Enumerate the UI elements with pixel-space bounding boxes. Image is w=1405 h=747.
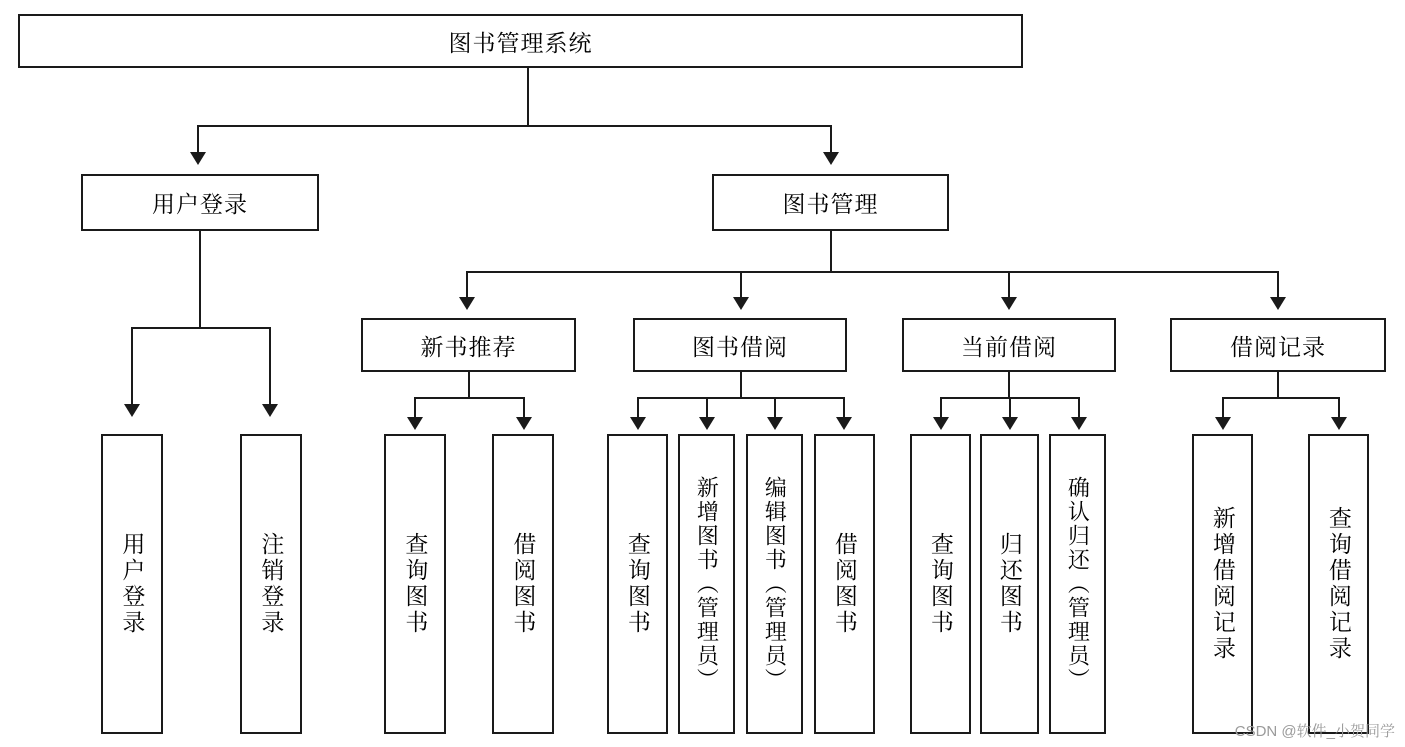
connector-bookmgmt-to-borrow <box>740 271 742 298</box>
leaf-user-login-logout <box>240 434 302 734</box>
leaf-label: 注销登录 <box>258 532 285 636</box>
arrow-bookmgmt-to-record <box>1270 297 1286 310</box>
node-borrow-record <box>1170 318 1386 372</box>
connector-newbook-to-leaf2 <box>523 397 525 418</box>
connector-login-to-leaf1 <box>131 327 133 405</box>
arrow-borrow-to-leaf4 <box>836 417 852 430</box>
connector-root-to-bookmgmt <box>830 125 832 153</box>
arrow-borrow-to-leaf1 <box>630 417 646 430</box>
connector-borrow-to-leaf3 <box>774 397 776 418</box>
node-current-borrow-label: 当前借阅 <box>961 333 1057 360</box>
leaf-label: 借阅图书 <box>510 532 537 636</box>
arrow-current-to-leaf2 <box>1002 417 1018 430</box>
arrow-root-to-login <box>190 152 206 165</box>
leaf-label: 查询借阅记录 <box>1325 506 1352 662</box>
node-root-label: 图书管理系统 <box>448 29 593 56</box>
connector-root-stem <box>527 68 529 126</box>
arrow-bookmgmt-to-new <box>459 297 475 310</box>
connector-borrow-to-leaf1 <box>637 397 639 418</box>
connector-record-bus <box>1222 397 1339 399</box>
leaf-record-add <box>1192 434 1253 734</box>
leaf-current-confirm-return <box>1049 434 1106 734</box>
arrow-borrow-to-leaf2 <box>699 417 715 430</box>
node-new-book-recommend-label: 新书推荐 <box>420 333 517 360</box>
arrow-newbook-to-leaf1 <box>407 417 423 430</box>
connector-newbook-stem <box>468 372 470 398</box>
node-book-borrow <box>633 318 847 372</box>
connector-newbook-to-leaf1 <box>414 397 416 418</box>
leaf-label: 查询图书 <box>402 532 429 636</box>
connector-record-stem <box>1277 372 1279 398</box>
node-book-management-label: 图书管理 <box>782 191 879 217</box>
connector-root-bus <box>197 125 831 127</box>
leaf-borrow-edit-book <box>746 434 803 734</box>
leaf-current-return <box>980 434 1039 734</box>
connector-borrow-to-leaf2 <box>706 397 708 418</box>
node-new-book-recommend <box>361 318 576 372</box>
connector-login-stem <box>199 231 201 328</box>
leaf-record-query <box>1308 434 1369 734</box>
leaf-label: 确认归还（管理员） <box>1065 476 1091 692</box>
node-current-borrow <box>902 318 1116 372</box>
arrow-borrow-to-leaf3 <box>767 417 783 430</box>
arrow-current-to-leaf1 <box>933 417 949 430</box>
connector-current-to-leaf2 <box>1009 397 1011 418</box>
leaf-label: 查询图书 <box>927 532 954 636</box>
connector-borrow-to-leaf4 <box>843 397 845 418</box>
connector-bookmgmt-bus <box>466 271 1278 273</box>
arrow-newbook-to-leaf2 <box>516 417 532 430</box>
leaf-borrow-borrow-book <box>814 434 875 734</box>
connector-login-bus <box>131 327 270 329</box>
connector-current-to-leaf3 <box>1078 397 1080 418</box>
connector-bookmgmt-to-new <box>466 271 468 298</box>
leaf-user-login-login <box>101 434 163 734</box>
leaf-label: 用户登录 <box>119 532 146 636</box>
leaf-newbook-query <box>384 434 446 734</box>
watermark-text: CSDN @软件_小贺同学 <box>1234 723 1395 740</box>
node-borrow-record-label: 借阅记录 <box>1230 333 1326 360</box>
arrow-bookmgmt-to-current <box>1001 297 1017 310</box>
connector-bookmgmt-stem <box>830 231 832 272</box>
leaf-label: 查询图书 <box>624 532 651 636</box>
connector-record-to-leaf1 <box>1222 397 1224 418</box>
connector-login-to-leaf2 <box>269 327 271 405</box>
leaf-label: 新增图书（管理员） <box>694 476 720 692</box>
leaf-borrow-add-book <box>678 434 735 734</box>
arrow-current-to-leaf3 <box>1071 417 1087 430</box>
connector-record-to-leaf2 <box>1338 397 1340 418</box>
node-user-login <box>81 174 319 231</box>
leaf-borrow-query <box>607 434 668 734</box>
leaf-current-query <box>910 434 971 734</box>
connector-current-stem <box>1008 372 1010 398</box>
leaf-label: 借阅图书 <box>831 532 858 636</box>
node-root <box>18 14 1023 68</box>
leaf-label: 归还图书 <box>996 532 1023 636</box>
connector-current-to-leaf1 <box>940 397 942 418</box>
connector-borrow-bus <box>637 397 843 399</box>
arrow-root-to-bookmgmt <box>823 152 839 165</box>
connector-bookmgmt-to-record <box>1277 271 1279 298</box>
arrow-record-to-leaf1 <box>1215 417 1231 430</box>
arrow-bookmgmt-to-borrow <box>733 297 749 310</box>
node-book-borrow-label: 图书借阅 <box>692 333 788 360</box>
arrow-login-to-leaf2 <box>262 404 278 417</box>
node-user-login-label: 用户登录 <box>152 191 248 217</box>
connector-borrow-stem <box>740 372 742 398</box>
arrow-login-to-leaf1 <box>124 404 140 417</box>
connector-newbook-bus <box>414 397 524 399</box>
node-book-management <box>712 174 949 231</box>
leaf-label: 新增借阅记录 <box>1209 506 1236 662</box>
connector-bookmgmt-to-current <box>1008 271 1010 298</box>
connector-root-to-login <box>197 125 199 153</box>
arrow-record-to-leaf2 <box>1331 417 1347 430</box>
leaf-label: 编辑图书（管理员） <box>762 476 788 692</box>
leaf-newbook-borrow <box>492 434 554 734</box>
